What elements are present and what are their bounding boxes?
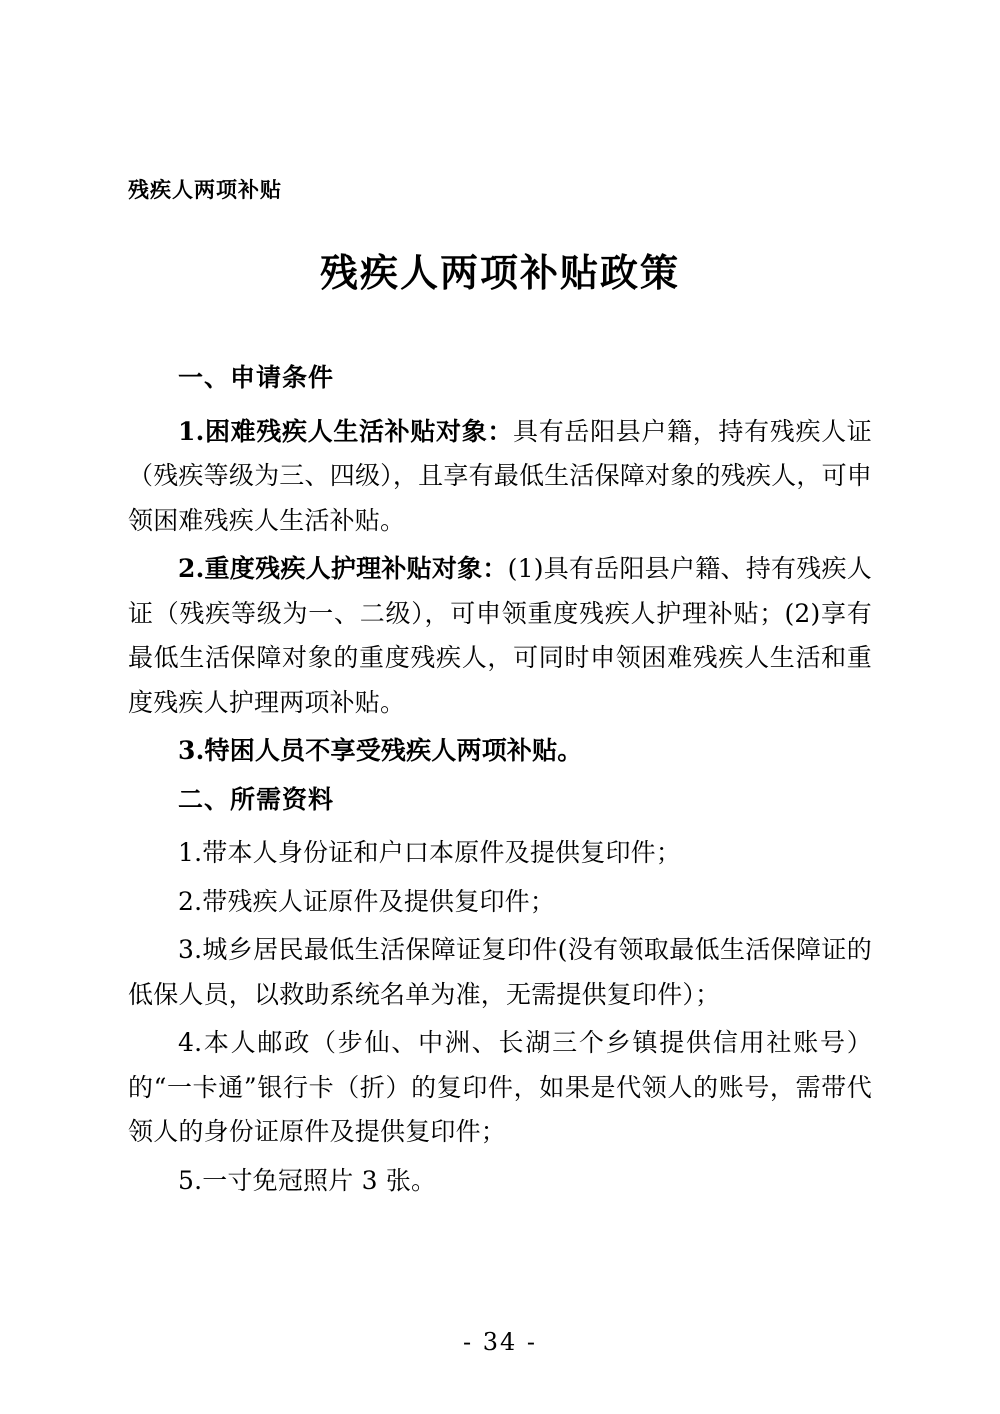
section-required-materials: [128, 778, 872, 1204]
page-content: [128, 175, 872, 1207]
material-item-1: 1.带本人身份证和户口本原件及提供复印件；: [178, 838, 682, 868]
material-item-3: 3.城乡居民最低生活保障证复印件(没有领取最低生活保障证的低保人员，以救助系统名单为准，无需提供复印件）；: [128, 935, 872, 1009]
material-item-4: 4.本人邮政（步仙、中洲、长湖三个乡镇提供信用社账号）的“一卡通”银行卡（折）的复印件，如果是代领人的账号，需带代领人的身份证原件及提供复印件；: [128, 1028, 872, 1147]
paragraph-extreme-poverty-exclusion: [128, 729, 872, 774]
paragraph-lead-3: 3.特困人员不享受残疾人两项补贴。: [178, 736, 583, 766]
paragraph-body-2: (1)具有岳阳县户籍、持有残疾人证（残疾等级为一、二级），可申领重度残疾人护理补贴；(2)享有最低生活保障对象的重度残疾人，可同时申领困难残疾人生活和重度残疾人护理两项补贴。: [128, 554, 872, 717]
page-number: - 34 -: [462, 1328, 537, 1356]
paragraph-nursing-allowance-target: [128, 547, 872, 725]
paragraph-lead-2: 2.重度残疾人护理补贴对象：: [178, 554, 508, 584]
page-title: 残疾人两项补贴政策: [319, 250, 680, 296]
material-item-2: 2.带残疾人证原件及提供复印件；: [178, 886, 556, 916]
section-heading-required-materials: 二、所需资料: [178, 784, 335, 814]
running-head: 残疾人两项补贴: [128, 177, 282, 202]
paragraph-life-allowance-target: [128, 410, 872, 544]
material-item-5: 5.一寸免冠照片 3 张。: [178, 1165, 437, 1195]
section-heading-application-conditions: 一、申请条件: [178, 362, 335, 392]
paragraph-lead-1: 1.困难残疾人生活补贴对象：: [178, 416, 514, 446]
section-application-conditions: [128, 356, 872, 774]
paragraph-body-1: 具有岳阳县户籍，持有残疾人证（残疾等级为三、四级），且享有最低生活保障对象的残疾人，可申领困难残疾人生活补贴。: [128, 416, 872, 535]
